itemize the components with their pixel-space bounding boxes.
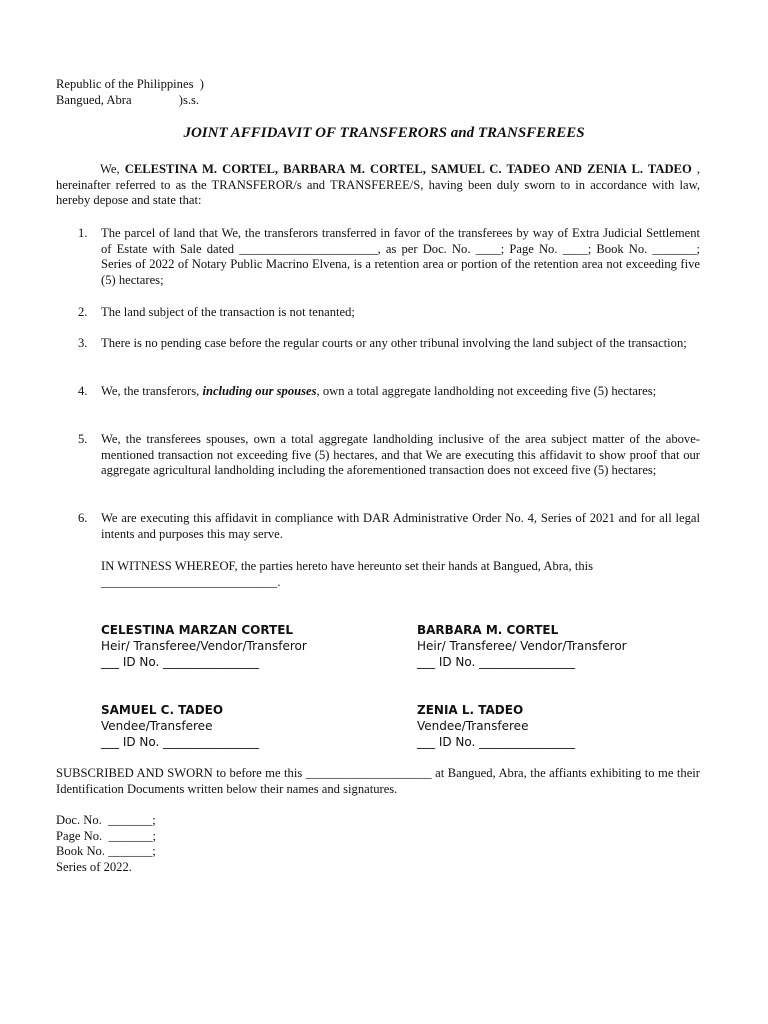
item-number: 6. xyxy=(78,511,88,525)
signatory-name: SAMUEL C. TADEO xyxy=(101,703,224,717)
witness-blank: ____________________________. xyxy=(101,574,281,589)
item-text xyxy=(101,384,700,400)
item-number: 1. xyxy=(78,226,88,240)
jurat-paragraph: SUBSCRIBED AND SWORN to before me this ____________________ at Bangued, Abra, the affiants exhibiting to me their Identification Documents written below their names and signatures. xyxy=(56,766,700,796)
item-text: The land subject of the transaction is not tenanted; xyxy=(101,305,355,319)
signatory-id: ___ ID No. ________________ xyxy=(101,655,260,669)
signatory-id: ___ ID No. ________________ xyxy=(417,735,576,749)
signatory-id: ___ ID No. ________________ xyxy=(417,655,576,669)
signatory-role: Heir/ Transferee/Vendor/Transferor xyxy=(101,639,307,653)
signatory-id: ___ ID No. ________________ xyxy=(101,735,260,749)
notary-book-no: Book No. _______; xyxy=(56,844,156,859)
intro-rest: , hereinafter referred to as the TRANSFEROR/s and TRANSFEREE/S, having been duly sworn to in accordance with law, hereby depose and state that: xyxy=(56,162,701,208)
item-number: 5. xyxy=(78,432,88,446)
item-text-after: , own a total aggregate landholding not exceeding five (5) hectares; xyxy=(316,384,657,398)
intro-paragraph xyxy=(56,162,700,209)
item-number: 3. xyxy=(78,336,88,350)
notary-page-no: Page No. _______; xyxy=(56,828,157,843)
item-text: The parcel of land that We, the transferors transferred in favor of the transferees by way of Extra Judicial Settlement of Estate with Sale dated ______________________, as per Doc. No. ____; Page No. ____; Book No. _______; Series of 2022 of Notary Public Macrino Elvena, is a retention area or portion of the retention area not exceeding five (5) hectares; xyxy=(101,226,700,287)
signatory-role: Vendee/Transferee xyxy=(417,719,529,733)
signatory-name: BARBARA M. CORTEL xyxy=(417,623,559,637)
signature-block-zenia xyxy=(417,702,717,750)
notary-doc-no: Doc. No. _______; xyxy=(56,813,156,827)
signature-block-celestina xyxy=(101,622,401,670)
item-number: 2. xyxy=(78,305,88,319)
item-text: We, the transferees spouses, own a total aggregate landholding inclusive of the area subject matter of the above-mentioned transaction not exceeding five (5) hectares, and that We are executing this affidavit to show proof that our aggregate agricultural landholding including the aforementioned transaction does not exceed five (5) hectares; xyxy=(101,432,700,478)
intro-lead: We, xyxy=(100,162,125,176)
signatory-role: Heir/ Transferee/ Vendor/Transferor xyxy=(417,639,627,653)
venue-block xyxy=(56,77,204,109)
witness-text: IN WITNESS WHEREOF, the parties hereto have hereunto set their hands at Bangued, Abra, this xyxy=(101,559,594,573)
witness-paragraph xyxy=(101,559,700,590)
signatory-name: CELESTINA MARZAN CORTEL xyxy=(101,623,294,637)
item-text: We are executing this affidavit in compliance with DAR Administrative Order No. 4, Series of 2021 and for all legal intents and purposes this may serve. xyxy=(101,511,700,541)
signature-block-samuel xyxy=(101,702,401,750)
venue-country: Republic of the Philippines ) xyxy=(56,77,204,91)
signature-block-barbara xyxy=(417,622,717,670)
venue-city: Bangued, Abra )s.s. xyxy=(56,93,200,107)
signatory-name: ZENIA L. TADEO xyxy=(417,703,524,717)
item-text-before: We, the transferors, xyxy=(101,384,203,398)
item-emphasis: including our spouses xyxy=(202,384,317,398)
signatory-role: Vendee/Transferee xyxy=(101,719,213,733)
item-text: There is no pending case before the regular courts or any other tribunal involving the land subject of the transaction; xyxy=(101,336,687,350)
document-title: JOINT AFFIDAVIT OF TRANSFERORS and TRANSFEREES xyxy=(183,125,585,141)
notary-details xyxy=(56,813,156,875)
item-number: 4. xyxy=(78,384,88,398)
intro-names: CELESTINA M. CORTEL, BARBARA M. CORTEL, SAMUEL C. TADEO AND ZENIA L. TADEO xyxy=(124,162,692,176)
notary-series: Series of 2022. xyxy=(56,859,132,874)
